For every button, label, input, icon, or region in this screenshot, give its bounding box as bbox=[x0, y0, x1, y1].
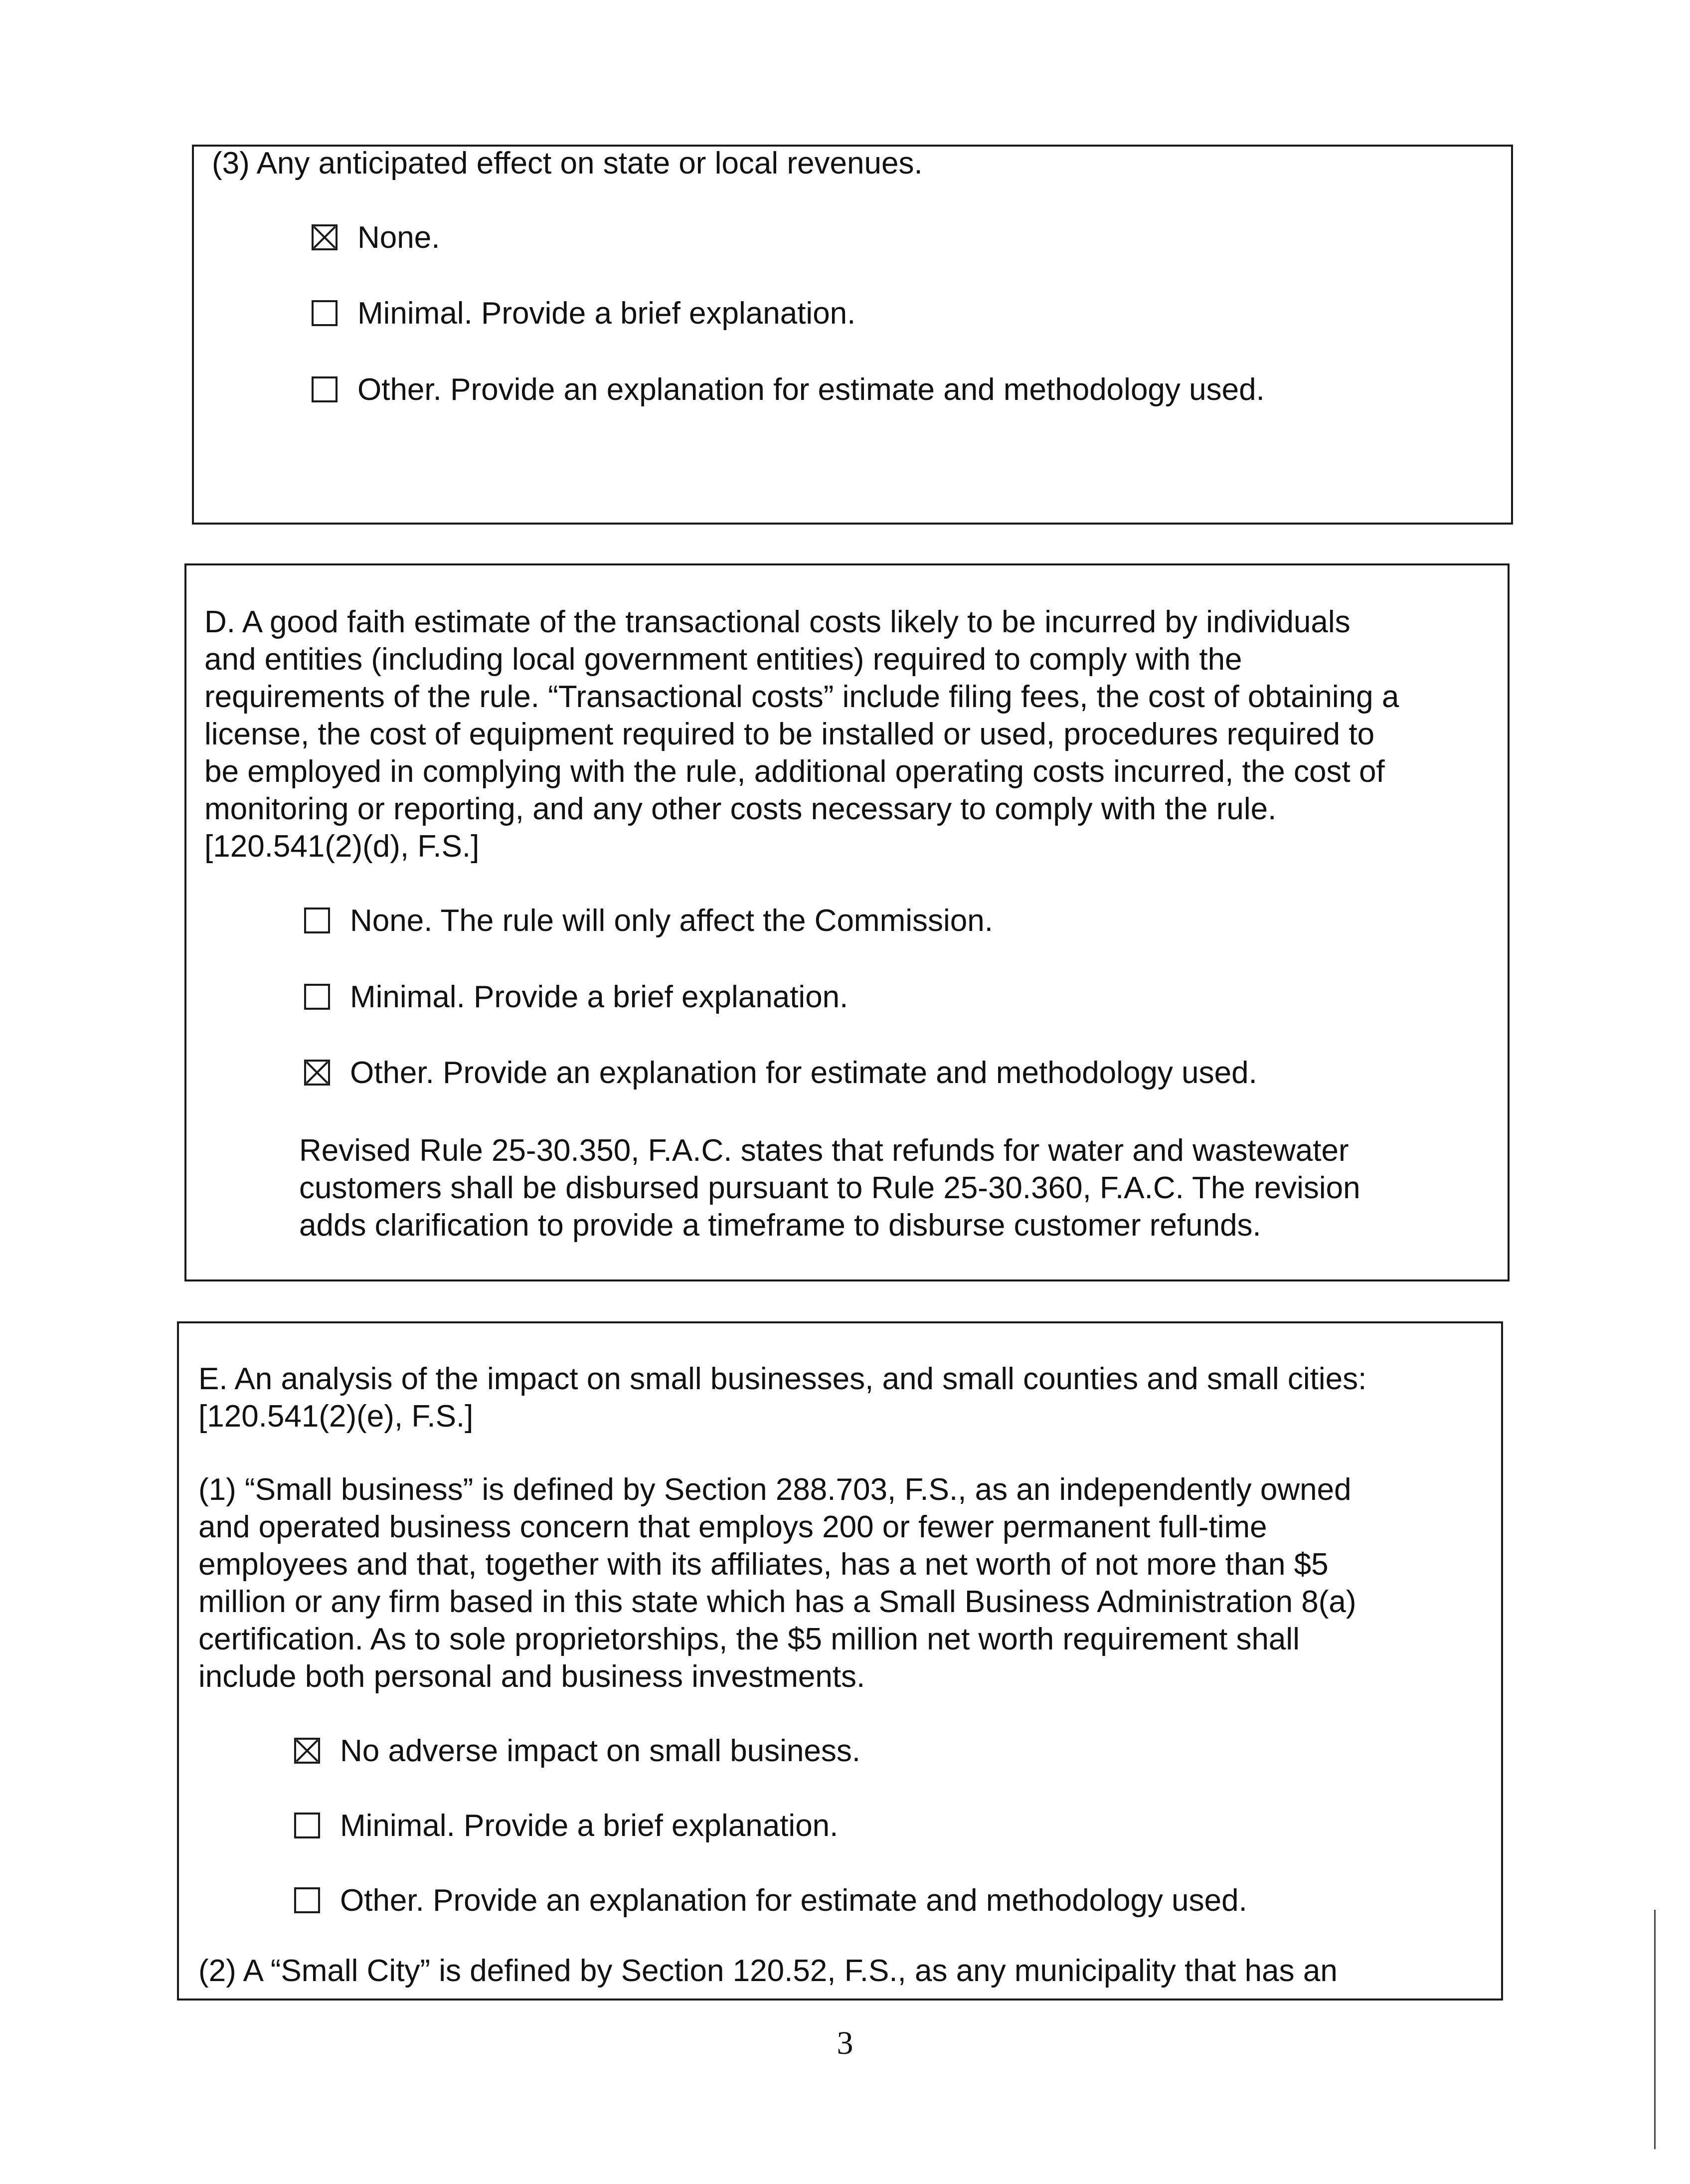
text-line: [120.541(2)(d), F.S.] bbox=[204, 829, 480, 864]
d-none-checkbox[interactable] bbox=[304, 908, 330, 933]
option-label: None. The rule will only affect the Commission. bbox=[350, 903, 993, 938]
section-e-intro bbox=[198, 1360, 1366, 1435]
e-other-checkbox[interactable] bbox=[294, 1887, 320, 1913]
e-option-other[interactable] bbox=[294, 1885, 1247, 1916]
option-label: No adverse impact on small business. bbox=[340, 1733, 861, 1768]
text-line: include both personal and business investments. bbox=[198, 1659, 865, 1694]
text-line: and operated business concern that employs 200 or fewer permanent full-time bbox=[198, 1510, 1267, 1544]
text-line: customers shall be disbursed pursuant to Rule 25-30.360, F.A.C. The revision bbox=[299, 1171, 1360, 1205]
section-c3-box bbox=[192, 145, 1513, 525]
option-label: Minimal. Provide a brief explanation. bbox=[350, 979, 848, 1014]
option-label: Other. Provide an explanation for estimate and methodology used. bbox=[350, 1055, 1257, 1090]
e-option-minimal[interactable] bbox=[294, 1810, 838, 1841]
e-no-adverse-checkbox[interactable] bbox=[294, 1738, 320, 1764]
text-line: E. An analysis of the impact on small businesses, and small counties and small cities: bbox=[198, 1362, 1367, 1396]
option-label: Minimal. Provide a brief explanation. bbox=[340, 1808, 839, 1843]
text-line: requirements of the rule. “Transactional costs” include filing fees, the cost of obtaining a bbox=[204, 680, 1399, 714]
text-line: and entities (including local government entities) required to comply with the bbox=[204, 642, 1242, 677]
text-line: million or any firm based in this state which has a Small Business Administration 8(a) bbox=[198, 1585, 1356, 1619]
section-d-text bbox=[204, 603, 1399, 865]
option-label: Minimal. Provide a brief explanation. bbox=[357, 296, 856, 331]
text-line: be employed in complying with the rule, additional operating costs incurred, the cost of bbox=[204, 754, 1385, 789]
text-line: certification. As to sole proprietorships, the $5 million net worth requirement shall bbox=[198, 1622, 1300, 1656]
c3-none-checkbox[interactable] bbox=[312, 224, 338, 250]
c3-minimal-checkbox[interactable] bbox=[312, 300, 338, 326]
e-option-no-adverse[interactable] bbox=[294, 1735, 860, 1766]
c3-option-minimal[interactable] bbox=[312, 298, 855, 329]
text-line: D. A good faith estimate of the transactional costs likely to be incurred by individuals bbox=[204, 605, 1351, 639]
text-line: [120.541(2)(e), F.S.] bbox=[198, 1399, 474, 1434]
text-line: employees and that, together with its affiliates, has a net worth of not more than $5 bbox=[198, 1547, 1329, 1582]
text-line: (1) “Small business” is defined by Section 288.703, F.S., as an independently owned bbox=[198, 1472, 1352, 1507]
section-d-explanation bbox=[299, 1132, 1360, 1244]
section-c3-heading: (3) Any anticipated effect on state or local revenues. bbox=[212, 146, 923, 181]
text-line: monitoring or reporting, and any other costs necessary to comply with the rule. bbox=[204, 792, 1277, 826]
text-line: Revised Rule 25-30.350, F.A.C. states that refunds for water and wastewater bbox=[299, 1133, 1349, 1168]
d-option-minimal[interactable] bbox=[304, 981, 848, 1012]
page-number: 3 bbox=[837, 2025, 853, 2061]
text-line: adds clarification to provide a timeframe to disburse customer refunds. bbox=[299, 1208, 1261, 1243]
c3-option-none[interactable] bbox=[312, 222, 440, 253]
text-line: license, the cost of equipment required to be installed or used, procedures required to bbox=[204, 717, 1375, 751]
option-label: None. bbox=[357, 220, 440, 255]
d-other-checkbox[interactable] bbox=[304, 1060, 330, 1086]
small-city-line: (2) A “Small City” is defined by Section 120.52, F.S., as any municipality that has an bbox=[198, 1954, 1338, 1988]
section-e-definition bbox=[198, 1471, 1356, 1695]
option-label: Other. Provide an explanation for estimate and methodology used. bbox=[340, 1883, 1247, 1918]
d-option-other[interactable] bbox=[304, 1057, 1257, 1088]
e-minimal-checkbox[interactable] bbox=[294, 1813, 320, 1838]
c3-other-checkbox[interactable] bbox=[312, 376, 338, 402]
c3-option-other[interactable] bbox=[312, 374, 1265, 405]
option-label: Other. Provide an explanation for estimate and methodology used. bbox=[357, 372, 1265, 407]
d-minimal-checkbox[interactable] bbox=[304, 984, 330, 1010]
d-option-none[interactable] bbox=[304, 905, 993, 936]
